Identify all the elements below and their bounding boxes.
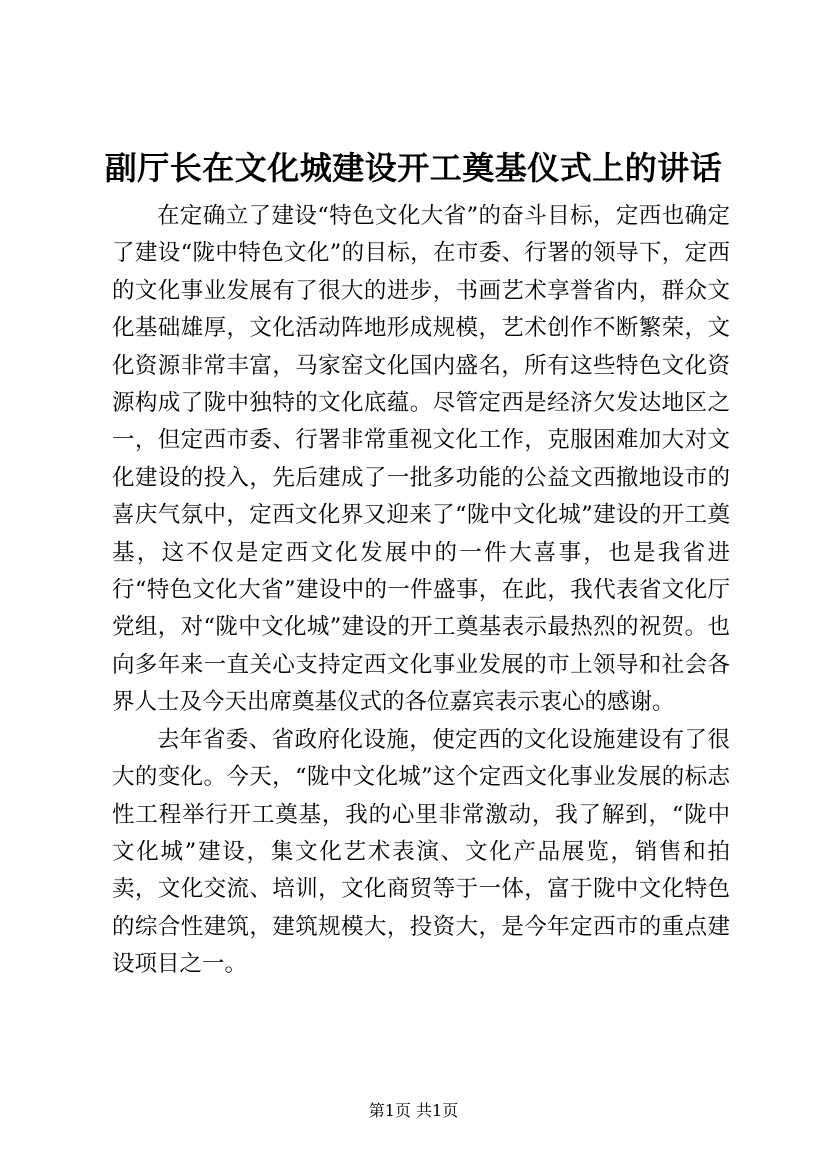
document-body: [112, 198, 730, 984]
page-number-footer: 第1页 共1页: [368, 1101, 459, 1120]
document-title: 副厅长在文化城建设开工奠基仪式上的讲话: [104, 149, 723, 187]
paragraph-1: 在定确立了建设“特色文化大省”的奋斗目标，定西也确定了建设“陇中特色文化”的目标，在市委、行署的领导下，定西的文化事业发展有了很大的进步，书画艺术享誉省内，群众文化基础雄厚，文化活动阵地形成规模，艺术创作不断繁荣，文化资源非常丰富，马家窑文化国内盛名，所有这些特色文化资源构成了陇中独特的文化底蕴。尽管定西是经济欠发达地区之一，但定西市委、行署非常重视文化工作，克服困难加大对文化建设的投入，先后建成了一批多功能的公益文西撤地设市的喜庆气氛中，定西文化界又迎来了“陇中文化城”建设的开工奠基，这不仅是定西文化发展中的一件大喜事，也是我省进行“特色文化大省”建设中的一件盛事，在此，我代表省文化厅党组，对“陇中文化城”建设的开工奠基表示最热烈的祝贺。也向多年来一直关心支持定西文化事业发展的市上领导和社会各界人士及今天出席奠基仪式的各位嘉宾表示衷心的感谢。: [112, 203, 730, 716]
paragraph-2: 去年省委、省政府化设施，使定西的文化设施建设有了很大的变化。今天，“陇中文化城”这个定西文化事业发展的标志性工程举行开工奠基，我的心里非常激动，我了解到，“陇中文化城”建设，集文化艺术表演、文化产品展览，销售和拍卖，文化交流、培训，文化商贸等于一体，富于陇中文化特色的综合性建筑，建筑规模大，投资大，是今年定西市的重点建设项目之一。: [112, 726, 730, 978]
